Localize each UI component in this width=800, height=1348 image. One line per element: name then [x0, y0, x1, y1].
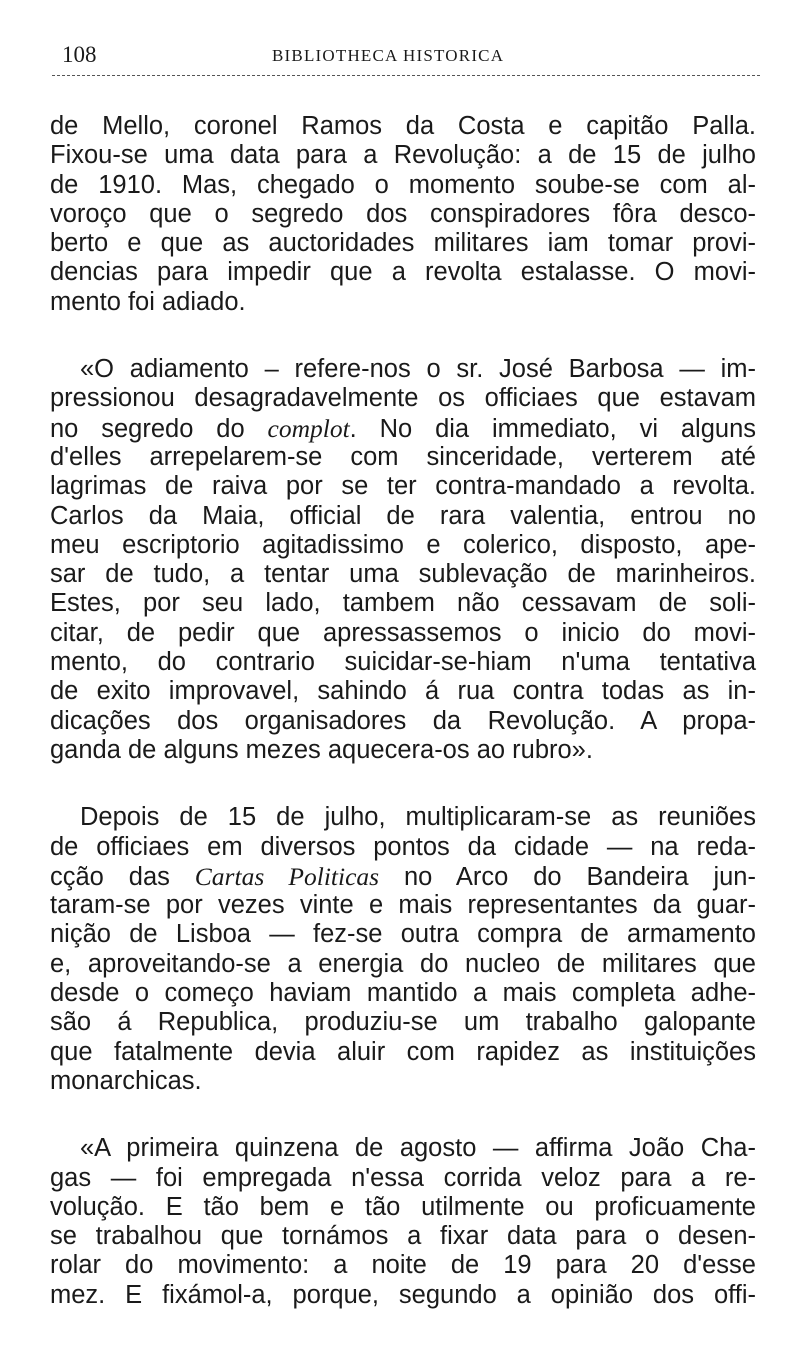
text-line: Carlos da Maia, official de rara valentia, entrou no: [50, 501, 756, 530]
text-line: gas — foi empregada n'essa corrida veloz para a re-: [50, 1163, 756, 1192]
text-line: Fixou-se uma data para a Revolução: a de 15 de julho: [50, 141, 756, 170]
paragraph-4: [50, 1134, 756, 1310]
text-line: mento, do contrario suicidar-se-hiam n'uma tentativa: [50, 648, 756, 677]
text-line: ganda de alguns mezes aquecera-os ao rubro».: [50, 735, 593, 764]
text-line: dicações dos organisadores da Revolução. A propa-: [50, 706, 756, 735]
text-line: desde o começo haviam mantido a mais completa adhe-: [50, 979, 756, 1008]
text-line: de 1910. Mas, chegado o momento soube-se com al-: [50, 170, 756, 199]
text-line: citar, de pedir que apressassemos o inicio do movi-: [50, 618, 756, 647]
text-line: dencias para impedir que a revolta estalasse. O movi-: [50, 258, 756, 287]
text-line: mez. E fixámol-a, porque, segundo a opinião dos offi-: [50, 1280, 756, 1309]
text-line: taram-se por vezes vinte e mais representantes da guar-: [50, 891, 756, 920]
text-line: de officiaes em diversos pontos da cidade — na reda-: [50, 832, 756, 861]
text-line: «O adiamento – refere-nos o sr. José Barbosa — im-: [80, 355, 756, 384]
italic-title: Cartas Politicas: [194, 861, 380, 891]
paragraph-1: [50, 112, 756, 317]
body-text: [50, 112, 756, 1348]
text-run: no segredo do: [50, 414, 268, 443]
running-title: BIBLIOTHECA HISTORICA: [272, 46, 505, 65]
text-line: voroço que o segredo dos conspiradores fôra desco-: [50, 199, 756, 228]
text-line: são á Republica, produziu-se um trabalho galopante: [50, 1008, 756, 1037]
text-run: . No dia immediato, vi alguns: [349, 414, 756, 443]
header-rule: [52, 75, 760, 76]
text-line: de Mello, coronel Ramos da Costa e capitão Palla.: [50, 112, 756, 140]
paragraph-3: [50, 803, 756, 1096]
text-line-with-italic: [50, 414, 756, 443]
text-line: meu escriptorio agitadissimo e colerico, disposto, ape-: [50, 530, 756, 559]
page-header: [58, 42, 758, 74]
text-line: de exito improvavel, sahindo á rua contra todas as in-: [50, 677, 756, 706]
text-line: Depois de 15 de julho, multiplicaram-se as reuniões: [80, 803, 756, 832]
text-line: rolar do movimento: a noite de 19 para 20 d'esse: [50, 1251, 756, 1280]
text-line-with-italic: [50, 862, 756, 891]
text-run: cção das: [50, 862, 195, 891]
text-line: d'elles arrepelarem-se com sinceridade, verterem até: [50, 442, 756, 471]
text-line: «A primeira quinzena de agosto — affirma João Cha-: [80, 1134, 756, 1163]
text-line: monarchicas.: [50, 1066, 202, 1095]
text-line: berto e que as auctoridades militares iam tomar provi-: [50, 229, 756, 258]
text-line: e, aproveitando-se a energia do nucleo de militares que: [50, 949, 756, 978]
page-number: 108: [62, 42, 97, 67]
text-line: que fatalmente devia aluir com rapidez as instituições: [50, 1037, 756, 1066]
text-line: volução. E tão bem e tão utilmente ou proficuamente: [50, 1192, 756, 1221]
text-line: nição de Lisboa — fez-se outra compra de armamento: [50, 920, 756, 949]
text-line: lagrimas de raiva por se ter contra-mandado a revolta.: [50, 472, 756, 501]
text-line: pressionou desagradavelmente os officiaes que estavam: [50, 384, 756, 413]
text-line: sar de tudo, a tentar uma sublevação de marinheiros.: [50, 560, 756, 589]
text-line: mento foi adiado.: [50, 287, 246, 316]
text-line: Estes, por seu lado, tambem não cessavam de soli-: [50, 589, 756, 618]
text-run: no Arco do Bandeira jun-: [379, 862, 756, 891]
paragraph-2: [50, 355, 756, 765]
text-line: se trabalhou que tornámos a fixar data para o desen-: [50, 1222, 756, 1251]
italic-word: complot: [267, 413, 350, 443]
